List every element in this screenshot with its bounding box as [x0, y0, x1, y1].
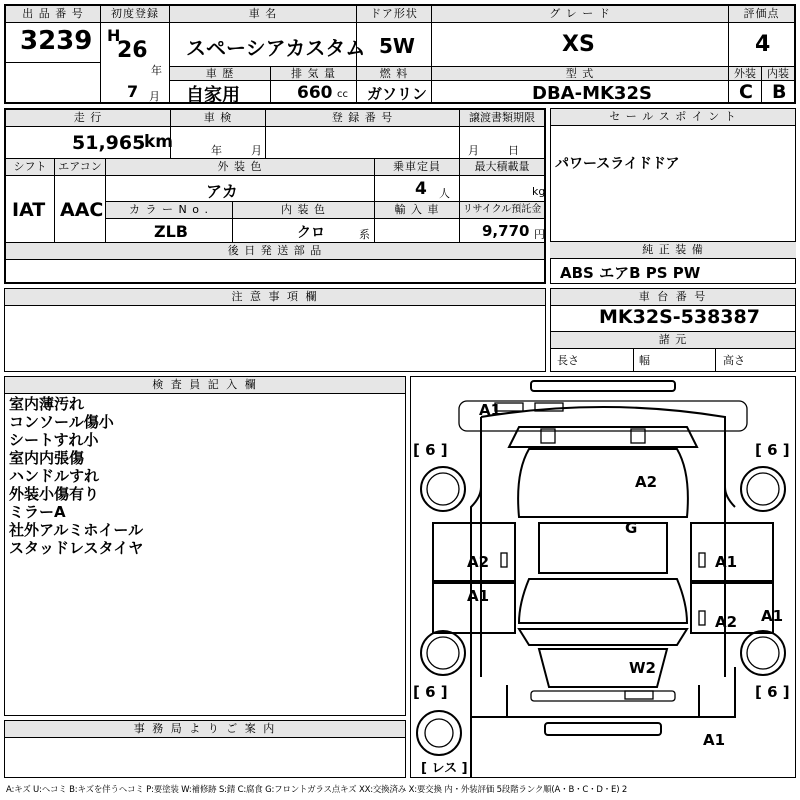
legend: A:キズ U:ヘコミ B:キズを伴うヘコミ P:要塗装 W:補修跡 S:錆 C:腐食 G:フロントガラス点キズ XX:交換済み X:要交換 内・外装評価 5段階ランク順(A・B・C・D・E) 2 — [6, 785, 628, 795]
mark-hood: A2 — [635, 473, 658, 491]
specs-row — [551, 348, 795, 371]
note-1: 室内薄汚れ — [9, 395, 85, 413]
transfer-month: 月 — [468, 144, 479, 157]
int-color-cell — [232, 201, 375, 243]
int-color-label: 内 装 色 — [233, 202, 374, 219]
ext-color-cell — [105, 158, 375, 202]
recycle-cell — [459, 201, 545, 243]
note-9: スタッドレスタイヤ — [9, 539, 144, 557]
mark-right-rear-door: A2 — [715, 613, 738, 631]
first-reg-era: H — [107, 26, 121, 45]
car-diagram-drawing — [411, 377, 795, 777]
specs-label: 諸 元 — [551, 331, 795, 349]
lot-label: 出 品 番 号 — [6, 6, 100, 23]
max-load-unit: kg — [532, 185, 546, 198]
color-no-label: カ ラ ー N o . — [106, 202, 232, 219]
lot-cell — [5, 5, 101, 63]
ext-color-value: アカ — [206, 182, 238, 201]
color-no-cell — [105, 201, 233, 243]
sales-point-label: セ ー ル ス ポ イ ン ト — [551, 109, 795, 126]
shift-cell — [5, 158, 55, 243]
car-diagram — [410, 376, 796, 778]
tire-rr: 6 — [767, 683, 778, 701]
detail-block — [4, 108, 546, 284]
sales-point-value: パワースライドドア — [555, 156, 680, 172]
reg-no-cell — [265, 109, 460, 159]
ext-score-cell — [728, 66, 762, 103]
transfer-cell — [459, 109, 545, 159]
displacement-unit: cc — [337, 89, 348, 100]
doors-label: ドア形状 — [357, 6, 431, 23]
int-score-value: B — [772, 81, 787, 103]
fuel-cell — [356, 66, 432, 103]
displacement-cell — [270, 66, 357, 103]
note-8: 社外アルミホイール — [9, 521, 144, 539]
recycle-unit: 円 — [534, 228, 545, 241]
shift-label: シフト — [6, 159, 54, 176]
tire-rr-bracket: [ 6 ] — [755, 683, 790, 701]
later-parts-cell — [5, 242, 545, 283]
first-reg-year: 26 — [117, 38, 148, 63]
fuel-value: ガソリン — [367, 85, 428, 103]
spec-divider-2 — [715, 348, 716, 371]
mark-right-front-door: A1 — [715, 553, 738, 571]
chassis-box — [550, 288, 796, 372]
history-value: 自家用 — [186, 85, 240, 106]
office-label: 事 務 局 よ り ご 案 内 — [5, 721, 405, 738]
int-color-unit: 系 — [359, 228, 370, 241]
note-5: ハンドルすれ — [9, 467, 100, 485]
mileage-cell — [5, 109, 174, 159]
spec-divider-1 — [633, 348, 634, 371]
capacity-label: 乗車定員 — [375, 159, 459, 176]
displacement-label: 排 気 量 — [271, 67, 356, 81]
model-code-cell — [431, 66, 729, 103]
first-reg-cell — [100, 5, 170, 103]
mileage-unit: km — [144, 132, 174, 152]
recycle-label: リサイクル預託金 — [460, 202, 544, 219]
doors-cell — [356, 5, 432, 67]
lot-blank — [5, 62, 101, 103]
color-no-value: ZLB — [154, 222, 188, 241]
mark-rear-bumper: A1 — [703, 731, 726, 749]
inspector-label: 検 査 員 記 入 欄 — [5, 377, 405, 394]
transfer-label: 譲渡書類期限 — [460, 110, 544, 127]
ac-label: エアコン — [55, 159, 105, 176]
office-box — [4, 720, 406, 778]
mark-left-front-door: A2 — [467, 553, 490, 571]
doors-value: 5W — [379, 34, 415, 58]
capacity-value: 4 — [415, 179, 427, 199]
mileage-value: 51,965 — [72, 132, 146, 154]
genuine-label: 純 正 装 備 — [550, 242, 796, 259]
ext-score-value: C — [739, 81, 753, 103]
inspection-label: 車 検 — [171, 110, 265, 127]
mark-roof: G — [625, 519, 638, 537]
chassis-label: 車 台 番 号 — [551, 289, 795, 306]
first-reg-month: 7 — [127, 82, 139, 101]
tire-lf-bracket: [ 6 ] — [413, 441, 448, 459]
note-7: ミラーA — [9, 503, 66, 521]
car-name-value: スペーシアカスタム — [186, 36, 366, 60]
history-cell — [169, 66, 271, 106]
spec-length: 長さ — [557, 354, 579, 367]
grade-label: グ レ ー ド — [432, 6, 728, 23]
inspection-year: 年 — [211, 144, 222, 157]
car-name-label: 車 名 — [170, 6, 356, 23]
model-code-value: DBA-MK32S — [532, 83, 652, 104]
spec-height: 高さ — [723, 354, 745, 367]
reg-no-label: 登 録 番 号 — [266, 110, 459, 127]
spare-value: レス — [431, 761, 458, 776]
score-label: 評価点 — [729, 6, 794, 23]
note-3: シートすれ小 — [9, 431, 99, 449]
mark-front: A1 — [479, 401, 502, 419]
displacement-value: 660 — [297, 83, 333, 103]
import-label: 輸 入 車 — [375, 202, 459, 219]
note-2: コンソール傷小 — [9, 413, 114, 431]
sales-point-box — [550, 108, 796, 284]
first-reg-year-unit: 年 — [151, 64, 162, 77]
recycle-value: 9,770 — [482, 222, 530, 240]
lot-number: 3239 — [20, 26, 93, 56]
note-4: 室内内張傷 — [9, 449, 85, 467]
int-color-value: クロ — [297, 225, 325, 241]
grade-cell — [431, 5, 729, 67]
fuel-label: 燃 料 — [357, 67, 431, 81]
note-6: 外装小傷有り — [9, 485, 100, 503]
caution-label: 注 意 事 項 欄 — [5, 289, 545, 306]
inspection-month: 月 — [251, 144, 262, 157]
model-code-label: 型 式 — [432, 67, 728, 81]
transfer-day: 日 — [508, 144, 519, 157]
genuine-value: ABS エアB PS PW — [560, 264, 701, 282]
mark-right-quarter: A1 — [761, 607, 784, 625]
tire-rf: 6 — [767, 441, 778, 459]
inspector-box — [4, 376, 406, 716]
spec-width: 幅 — [639, 354, 650, 367]
history-label: 車 歴 — [170, 67, 270, 81]
car-name-cell — [169, 5, 366, 67]
int-score-label: 内装 — [762, 67, 794, 81]
first-reg-month-unit: 月 — [149, 90, 160, 103]
max-load-label: 最大積載量 — [460, 159, 544, 176]
capacity-unit: 人 — [439, 187, 450, 200]
first-reg-label: 初度登録 — [101, 6, 169, 23]
ac-value: AAC — [60, 199, 104, 221]
tire-lr-bracket: [ 6 ] — [413, 683, 448, 701]
later-parts-label: 後 日 発 送 部 品 — [6, 243, 544, 260]
score-cell — [728, 5, 795, 67]
tire-rf-bracket: [ 6 ] — [755, 441, 790, 459]
ext-score-label: 外装 — [729, 67, 761, 81]
spare-label: [ レス ] — [421, 761, 468, 776]
import-cell — [374, 201, 460, 243]
max-load-cell — [459, 158, 545, 202]
mark-left-rear-door: A1 — [467, 587, 490, 605]
chassis-value: MK32S-538387 — [599, 306, 760, 328]
ac-cell — [54, 158, 106, 243]
header-block — [4, 4, 796, 104]
caution-box — [4, 288, 546, 372]
mileage-label: 走 行 — [6, 110, 170, 127]
int-score-cell — [761, 66, 795, 103]
capacity-cell — [374, 158, 460, 202]
shift-value: IAT — [12, 199, 46, 221]
grade-value: XS — [562, 32, 595, 57]
tire-lf: 6 — [425, 441, 436, 459]
score-value: 4 — [755, 32, 771, 57]
ext-color-label: 外 装 色 — [106, 159, 374, 176]
inspector-notes — [9, 395, 143, 557]
inspection-cell — [170, 109, 266, 159]
genuine-cell — [550, 241, 796, 283]
mark-back: W2 — [629, 659, 656, 677]
tire-lr: 6 — [425, 683, 436, 701]
